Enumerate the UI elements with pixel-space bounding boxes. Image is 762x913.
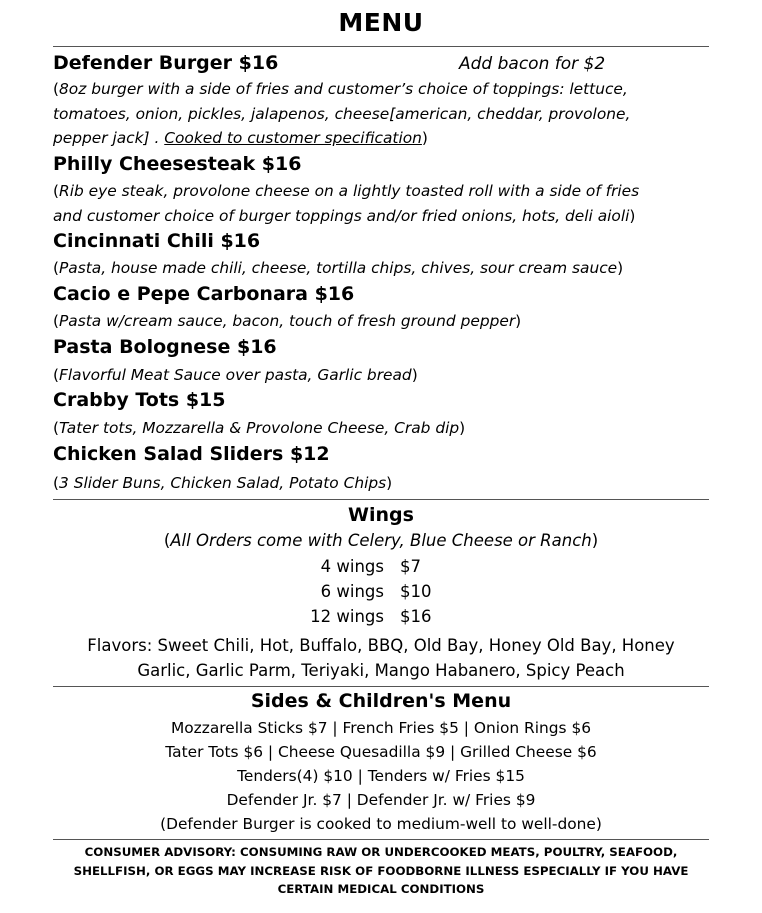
sides-line: Mozzarella Sticks $7 | French Fries $5 | Onion Rings $6 [170,719,592,737]
menu-title: MENU [338,8,424,37]
item-desc-pasta-bolognese: (Flavorful Meat Sauce over pasta, Garlic bread) [53,366,418,384]
item-desc-cincinnati-chili: (Pasta, house made chili, cheese, tortilla chips, chives, sour cream sauce) [53,259,624,277]
item-desc-chicken-salad-sliders: (3 Slider Buns, Chicken Salad, Potato Chips) [53,474,393,492]
item-title-cincinnati-chili: Cincinnati Chili $16 [53,230,261,252]
wings-heading: Wings [348,504,414,526]
sides-line: Tater Tots $6 | Cheese Quesadilla $9 | Grilled Cheese $6 [165,743,597,761]
divider [53,686,709,687]
item-title-defender-burger: Defender Burger $16 [53,52,279,74]
cooked-to-spec-note: Cooked to customer specification [164,129,422,147]
item-title-philly-cheesesteak: Philly Cheesesteak $16 [53,153,302,175]
addon-bacon: Add bacon for $2 [459,54,606,74]
wings-flavors: Flavors: Sweet Chili, Hot, Buffalo, BBQ, Old Bay, Honey Old Bay, Honey Garlic, Garlic Parm, Teriyaki, Mango Habanero, Spicy Peach [87,636,675,680]
item-title-cacio-e-pepe: Cacio e Pepe Carbonara $16 [53,283,355,305]
item-desc-defender-burger: (8oz burger with a side of fries and customer’s choice of toppings: lettuce, tomatoes, onion, pickles, jalapenos, cheese[american, cheddar, provolone, pepper jack] . Cooked to customer specification) [53,80,631,147]
item-title-pasta-bolognese: Pasta Bolognese $16 [53,336,277,358]
sides-heading: Sides & Children's Menu [250,690,512,712]
wings-option-12: 12 wings $16 [310,607,432,626]
sides-line: Defender Jr. $7 | Defender Jr. w/ Fries $9 [226,791,536,809]
consumer-advisory: CONSUMER ADVISORY: CONSUMING RAW OR UNDERCOOKED MEATS, POULTRY, SEAFOOD, SHELLFISH, OR EGGS MAY INCREASE RISK OF FOODBORNE ILLNESS ESPECIALLY IF YOU HAVE CERTAIN MEDICAL CONDITIONS [73,845,689,896]
divider [53,46,709,47]
divider [53,839,709,840]
item-desc-crabby-tots: (Tater tots, Mozzarella & Provolone Cheese, Crab dip) [53,419,466,437]
wings-option-4: 4 wings $7 [320,557,421,576]
divider [53,499,709,500]
item-desc-philly-cheesesteak: (Rib eye steak, provolone cheese on a lightly toasted roll with a side of fries and customer choice of burger toppings and/or fried onions, hots, deli aioli) [53,182,640,225]
item-title-crabby-tots: Crabby Tots $15 [53,389,226,411]
wings-option-6: 6 wings $10 [320,582,432,601]
item-desc-cacio-e-pepe: (Pasta w/cream sauce, bacon, touch of fresh ground pepper) [53,312,522,330]
wings-note: (All Orders come with Celery, Blue Cheese or Ranch) [163,531,599,550]
sides-line: Tenders(4) $10 | Tenders w/ Fries $15 [237,767,525,785]
item-title-chicken-salad-sliders: Chicken Salad Sliders $12 [53,443,330,465]
sides-note: (Defender Burger is cooked to medium-well to well-done) [160,815,602,833]
